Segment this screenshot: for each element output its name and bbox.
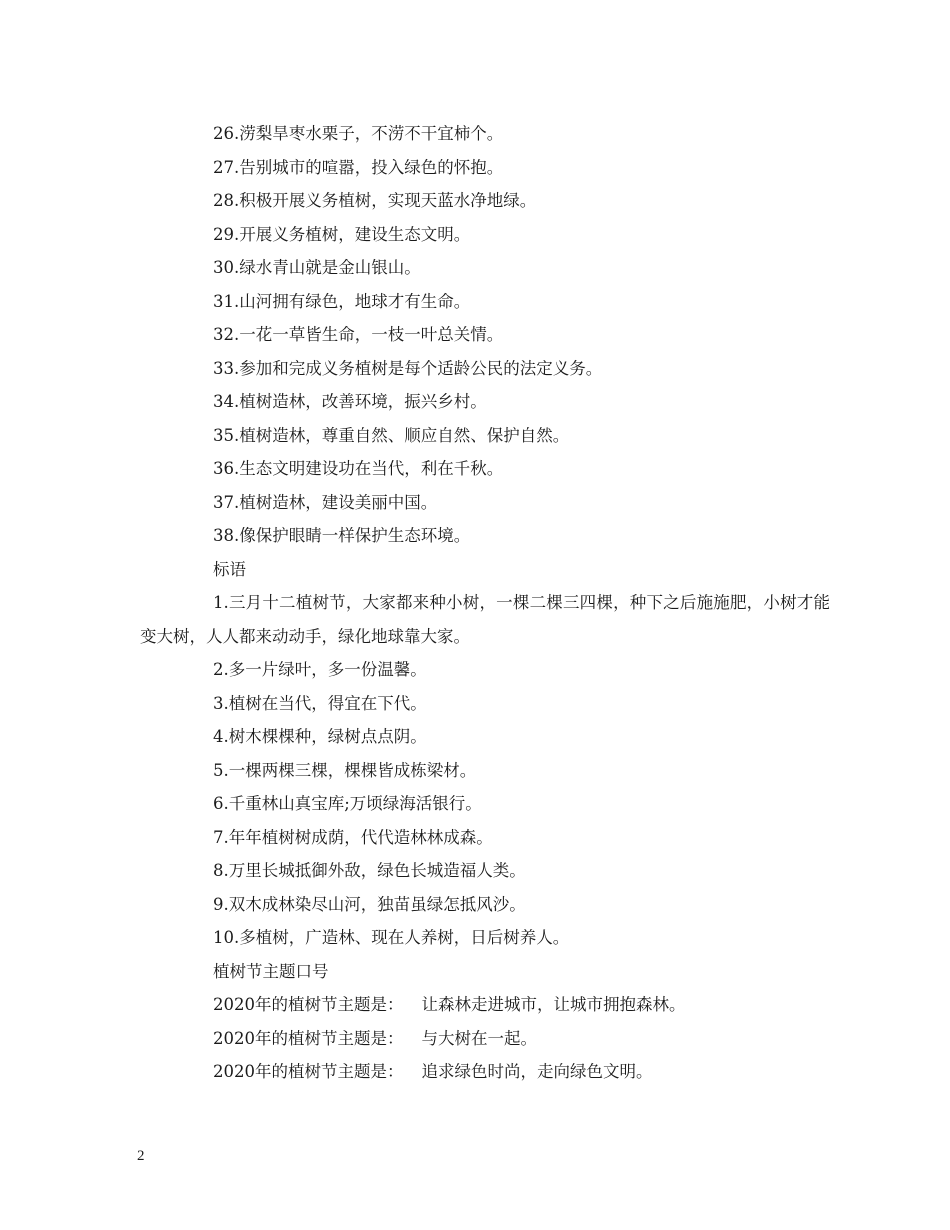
list-item: 9.双木成林染尽山河，独苗虽绿怎抵风沙。 xyxy=(213,894,526,914)
theme-item xyxy=(140,1055,830,1089)
theme-item xyxy=(140,988,830,1022)
theme-item-prefix: 2020年的植树节主题是： xyxy=(213,1062,404,1081)
list-item: 1.三月十二植树节，大家都来种小树，一棵二棵三四棵，种下之后施施肥，小树才能变大树，人人都来动动手，绿化地球靠大家。 xyxy=(140,593,830,646)
list-item: 26.涝梨旱枣水栗子，不涝不干宜柿个。 xyxy=(213,124,504,143)
list-item: 32.一花一草皆生命，一枝一叶总关情。 xyxy=(213,325,504,344)
page-number: 2 xyxy=(137,1148,145,1164)
list-item: 31.山河拥有绿色，地球才有生命。 xyxy=(213,291,471,311)
list-item: 10.多植树，广造林、现在人养树，日后树养人。 xyxy=(213,928,570,947)
list-item: 35.植树造林，尊重自然、顺应自然、保护自然。 xyxy=(213,425,570,445)
list-item: 34.植树造林，改善环境，振兴乡村。 xyxy=(213,392,487,411)
list-item: 33.参加和完成义务植树是每个适龄公民的法定义务。 xyxy=(213,358,603,378)
theme-item-prefix: 2020年的植树节主题是： xyxy=(213,995,404,1014)
theme-item-prefix: 2020年的植树节主题是： xyxy=(213,1028,404,1048)
list-item: 3.植树在当代，得宜在下代。 xyxy=(213,693,427,713)
theme-item-text: 让森林走进城市，让城市拥抱森林。 xyxy=(421,995,686,1014)
list-item: 37.植树造林，建设美丽中国。 xyxy=(213,492,438,512)
list-item: 7.年年植树树成荫，代代造林林成森。 xyxy=(213,827,493,847)
list-item: 8.万里长城抵御外敌，绿色长城造福人类。 xyxy=(213,861,526,880)
list-item: 2.多一片绿叶，多一份温馨。 xyxy=(213,660,427,679)
list-item: 36.生态文明建设功在当代，利在千秋。 xyxy=(213,459,504,478)
theme-item xyxy=(140,1022,830,1056)
document-body xyxy=(140,117,830,1089)
list-item: 27.告别城市的喧嚣，投入绿色的怀抱。 xyxy=(213,157,504,177)
list-item: 6.千重林山真宝库;万顷绿海活银行。 xyxy=(213,794,482,813)
list-item: 38.像保护眼睛一样保护生态环境。 xyxy=(213,526,471,545)
list-item: 28.积极开展义务植树，实现天蓝水净地绿。 xyxy=(213,191,537,210)
theme-item-text: 追求绿色时尚，走向绿色文明。 xyxy=(421,1062,653,1081)
section-heading-biaoyu: 标语 xyxy=(213,559,246,579)
theme-item-text: 与大树在一起。 xyxy=(421,1028,537,1048)
section-heading-theme: 植树节主题口号 xyxy=(213,961,329,981)
list-item: 4.树木棵棵种，绿树点点阴。 xyxy=(213,727,427,746)
list-item: 29.开展义务植树，建设生态文明。 xyxy=(213,224,471,244)
list-item: 5.一棵两棵三棵，棵棵皆成栋梁材。 xyxy=(213,760,477,780)
list-item: 30.绿水青山就是金山银山。 xyxy=(213,258,421,277)
